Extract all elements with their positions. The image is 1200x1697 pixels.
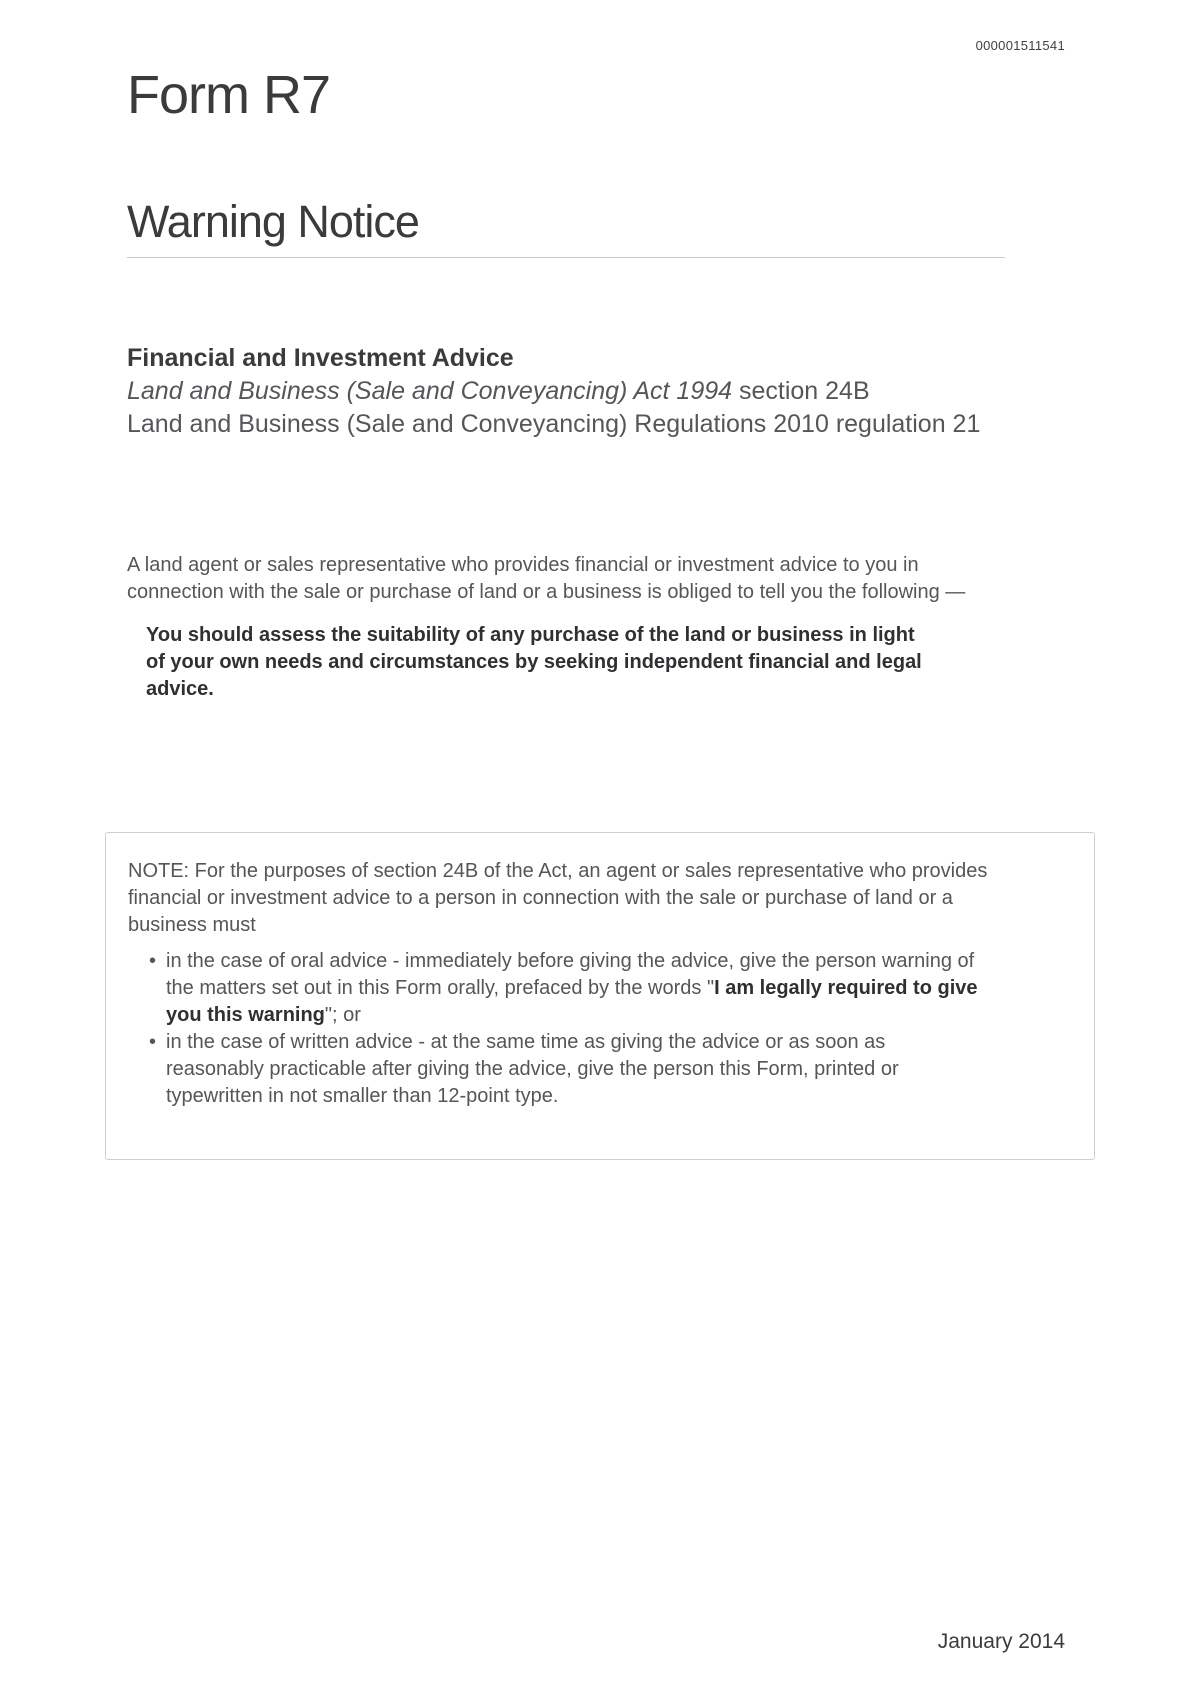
- bullet-icon: •: [149, 950, 157, 972]
- written-advice-text: in the case of written advice - at the same time as giving the advice or as soon as reasonably practicable after giving the advice, give the person this Form, printed or typewritten in not smaller than 12-point type.: [166, 1031, 899, 1107]
- bullet-icon: •: [149, 1031, 157, 1053]
- note-box: [105, 832, 1095, 1160]
- regulations-reference: Land and Business (Sale and Conveyancing) Regulations 2010 regulation 21: [127, 410, 981, 438]
- oral-advice-required-words: I am legally required to give you this warning: [166, 977, 978, 1026]
- note-bullet-oral-advice: [149, 948, 978, 1029]
- act-section: section 24B: [732, 377, 870, 405]
- footer-date: January 2014: [937, 1630, 1065, 1653]
- form-title: Form R7: [127, 65, 331, 125]
- note-intro: NOTE: For the purposes of section 24B of the Act, an agent or sales representative who provides financial or investment advice to a person in connection with the sale or purchase of land or a business must: [128, 860, 988, 936]
- oral-advice-text: in the case of oral advice - immediately before giving the advice, give the person warning of the matters set out in this Form orally, prefaced by the words ": [166, 950, 975, 999]
- intro-paragraph: A land agent or sales representative who provides financial or investment advice to you in connection with the sale or purchase of land or a business is obliged to tell you the following —: [127, 554, 966, 603]
- section-heading: Financial and Investment Advice: [127, 344, 514, 372]
- warning-statement: You should assess the suitability of any purchase of the land or business in light of your own needs and circumstances by seeking independent financial and legal advice.: [146, 624, 922, 700]
- page-title: Warning Notice: [127, 196, 419, 247]
- notice-title-block: [127, 196, 1005, 258]
- document-number: 000001511541: [975, 38, 1065, 53]
- legislation-reference-block: [127, 342, 1107, 441]
- oral-advice-text-end: "; or: [324, 1004, 361, 1026]
- note-bullet-written-advice: [149, 1029, 978, 1110]
- act-title-italic: Land and Business (Sale and Conveyancing) Act 1994: [127, 377, 733, 405]
- note-bullet-list: [128, 948, 1064, 1110]
- act-reference: [127, 375, 1107, 408]
